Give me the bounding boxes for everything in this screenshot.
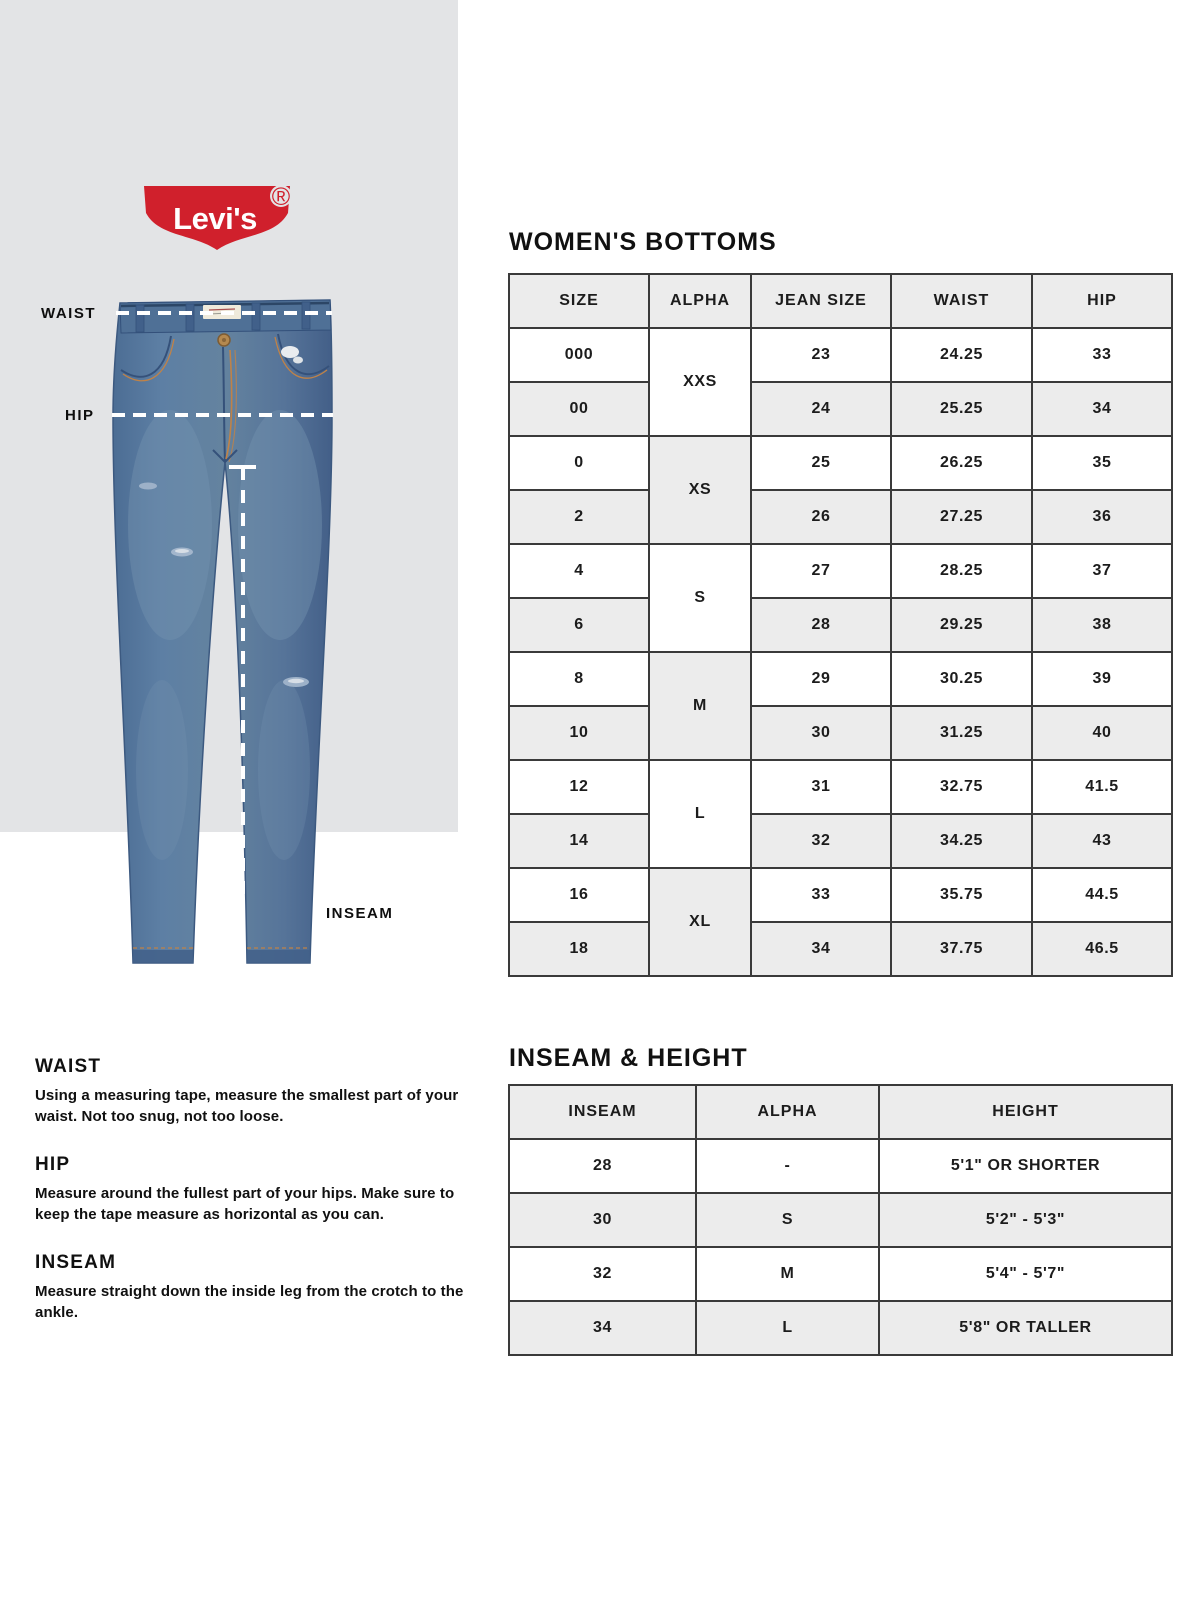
cell-jean-size: 33 [751,868,891,922]
cell-size: 2 [509,490,649,544]
bottoms-row-size-12 [509,760,1172,814]
bottoms-col-header-alpha: ALPHA [649,274,751,328]
cell-waist: 37.75 [891,922,1032,976]
cell-size: 6 [509,598,649,652]
inseam-row-34 [509,1301,1172,1355]
inseam-dashed-line [241,467,245,963]
cell-waist: 27.25 [891,490,1032,544]
cell-jean-size: 26 [751,490,891,544]
cell-hip: 43 [1032,814,1172,868]
cell-hip: 41.5 [1032,760,1172,814]
cell-hip: 40 [1032,706,1172,760]
inseam-table-title: INSEAM & HEIGHT [509,1044,748,1072]
waist-dashed-line [116,311,332,315]
cell-alpha: - [696,1139,879,1193]
cell-hip: 35 [1032,436,1172,490]
cell-waist: 26.25 [891,436,1032,490]
jeans-image [100,290,340,990]
bottoms-table-body [509,328,1172,976]
cell-waist: 25.25 [891,382,1032,436]
levis-logo-text: Levi's [173,201,257,236]
bottoms-row-size-4 [509,544,1172,598]
cell-jean-size: 27 [751,544,891,598]
cell-size: 18 [509,922,649,976]
bottoms-row-size-14 [509,814,1172,868]
bottoms-row-size-10 [509,706,1172,760]
cell-waist: 30.25 [891,652,1032,706]
cell-jean-size: 25 [751,436,891,490]
levis-batwing-icon [142,186,294,270]
cell-height: 5'8" OR TALLER [879,1301,1172,1355]
cell-hip: 39 [1032,652,1172,706]
cell-jean-size: 31 [751,760,891,814]
hip-diagram-label: HIP [65,407,95,424]
bottoms-header-row [509,274,1172,328]
bottoms-table-title: WOMEN'S BOTTOMS [509,228,777,256]
cell-jean-size: 34 [751,922,891,976]
bottoms-col-header-waist: WAIST [891,274,1032,328]
cell-height: 5'1" OR SHORTER [879,1139,1172,1193]
cell-hip: 33 [1032,328,1172,382]
guide-waist-heading: WAIST [35,1056,102,1077]
cell-waist: 34.25 [891,814,1032,868]
inseam-row-28 [509,1139,1172,1193]
jeans-illustration [100,290,340,990]
guide-waist-body: Using a measuring tape, measure the smallest part of your waist. Not too snug, not too loose. [35,1087,459,1125]
cell-size: 16 [509,868,649,922]
bottoms-row-size-8 [509,652,1172,706]
measurement-guide [35,1056,487,1350]
cell-hip: 37 [1032,544,1172,598]
cell-size: 10 [509,706,649,760]
cell-size: 12 [509,760,649,814]
bottoms-row-size-6 [509,598,1172,652]
inseam-row-30 [509,1193,1172,1247]
guide-hip-heading: HIP [35,1154,71,1175]
cell-waist: 31.25 [891,706,1032,760]
cell-hip: 34 [1032,382,1172,436]
inseam-diagram-label: INSEAM [326,905,394,922]
cell-jean-size: 24 [751,382,891,436]
cell-inseam: 30 [509,1193,696,1247]
levis-logo [142,186,294,270]
inseam-col-header-alpha: ALPHA [696,1085,879,1139]
cell-waist: 35.75 [891,868,1032,922]
bottoms-col-header-jean-size: JEAN SIZE [751,274,891,328]
inseam-row-32 [509,1247,1172,1301]
cell-height: 5'4" - 5'7" [879,1247,1172,1301]
bottoms-row-size-000 [509,328,1172,382]
cell-size: 0 [509,436,649,490]
bottoms-col-header-size: SIZE [509,274,649,328]
cell-jean-size: 23 [751,328,891,382]
cell-alpha-xxs: XXS [649,328,751,436]
bottoms-row-size-18 [509,922,1172,976]
cell-inseam: 32 [509,1247,696,1301]
cell-waist: 32.75 [891,760,1032,814]
bottoms-row-size-00 [509,382,1172,436]
bottoms-row-size-0 [509,436,1172,490]
cell-alpha-xl: XL [649,868,751,976]
bottoms-row-size-2 [509,490,1172,544]
hip-dashed-line [112,413,333,417]
cell-jean-size: 28 [751,598,891,652]
guide-inseam-heading: INSEAM [35,1252,117,1273]
cell-size: 14 [509,814,649,868]
cell-size: 00 [509,382,649,436]
cell-inseam: 34 [509,1301,696,1355]
cell-size: 8 [509,652,649,706]
cell-waist: 24.25 [891,328,1032,382]
cell-alpha-l: L [649,760,751,868]
inseam-header-row [509,1085,1172,1139]
guide-inseam-body: Measure straight down the inside leg from the crotch to the ankle. [35,1283,464,1321]
cell-jean-size: 29 [751,652,891,706]
guide-hip-body: Measure around the fullest part of your hips. Make sure to keep the tape measure as horizontal as you can. [35,1185,455,1223]
waist-diagram-label: WAIST [41,305,96,322]
cell-alpha-s: S [649,544,751,652]
cell-waist: 29.25 [891,598,1032,652]
cell-hip: 36 [1032,490,1172,544]
cell-hip: 44.5 [1032,868,1172,922]
bottoms-col-header-hip: HIP [1032,274,1172,328]
cell-hip: 46.5 [1032,922,1172,976]
cell-alpha-m: M [649,652,751,760]
cell-size: 000 [509,328,649,382]
cell-size: 4 [509,544,649,598]
cell-alpha: L [696,1301,879,1355]
cell-alpha: M [696,1247,879,1301]
inseam-table-body [509,1139,1172,1355]
inseam-height-table [508,1084,1173,1356]
cell-jean-size: 30 [751,706,891,760]
cell-height: 5'2" - 5'3" [879,1193,1172,1247]
bottoms-row-size-16 [509,868,1172,922]
cell-hip: 38 [1032,598,1172,652]
cell-jean-size: 32 [751,814,891,868]
cell-waist: 28.25 [891,544,1032,598]
womens-bottoms-size-table [508,273,1173,977]
inseam-col-header-inseam: INSEAM [509,1085,696,1139]
cell-alpha: S [696,1193,879,1247]
registered-mark: ® [271,186,291,211]
cell-inseam: 28 [509,1139,696,1193]
cell-alpha-xs: XS [649,436,751,544]
inseam-col-header-height: HEIGHT [879,1085,1172,1139]
